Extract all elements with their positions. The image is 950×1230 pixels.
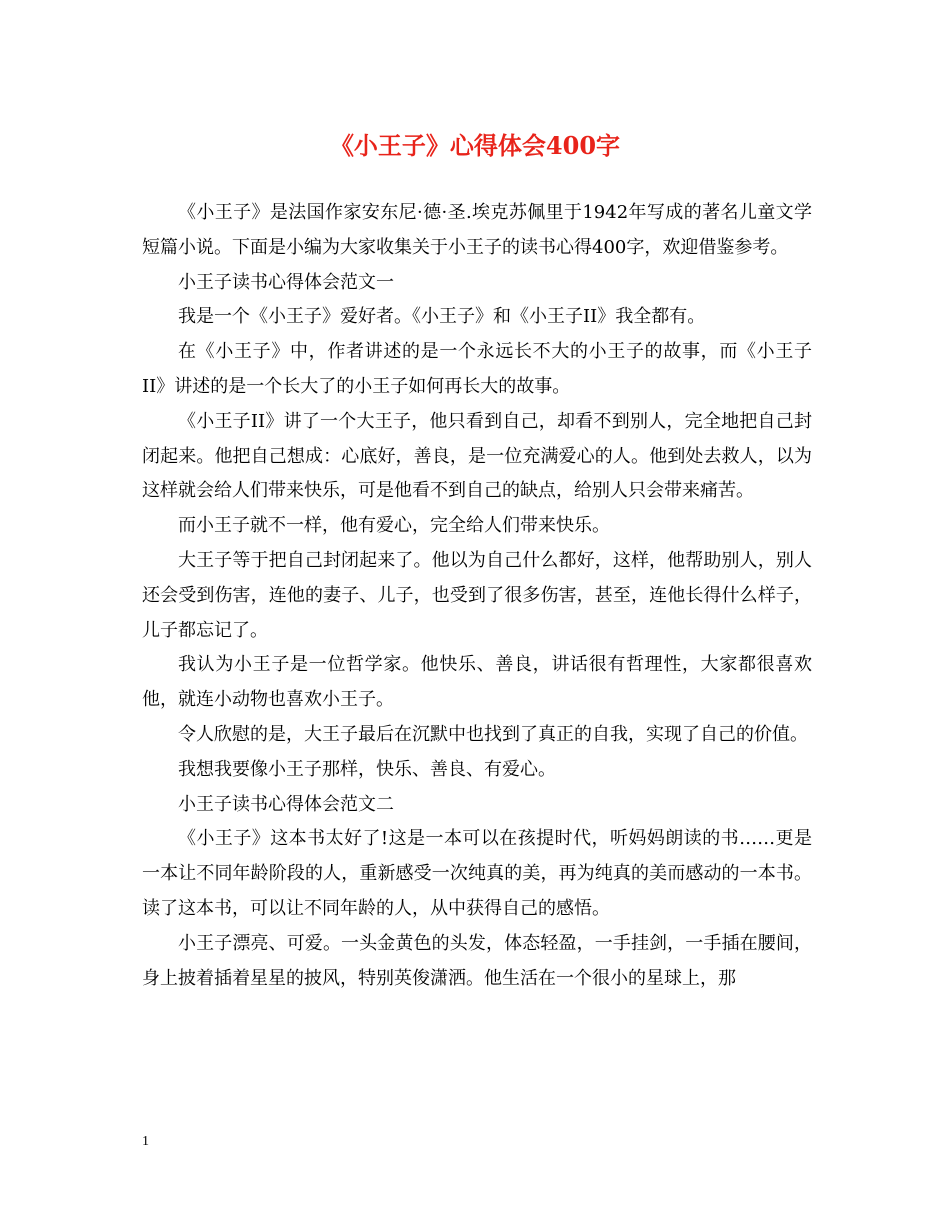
section-heading: 小王子读书心得体会范文一 (178, 271, 394, 293)
paragraph: 《小王子II》讲了一个大王子，他只看到自己，却看不到别人，完全地把自己封闭起来。他把自己想成：心底好，善良，是一位充满爱心的人。他到处去救人，以为这样就会给人们带来快乐，可是他看不到自己的缺点，给别人只会带来痛苦。 (142, 410, 812, 502)
document-body (142, 196, 812, 996)
paragraph: 我认为小王子是一位哲学家。他快乐、善良，讲话很有哲理性，大家都很喜欢他，就连小动物也喜欢小王子。 (142, 654, 812, 711)
paragraph: 小王子漂亮、可爱。一头金黄色的头发，体态轻盈，一手挂剑，一手插在腰间，身上披着插着星星的披风，特别英俊潇洒。他生活在一个很小的星球上，那 (142, 932, 812, 989)
paragraph: 令人欣慰的是，大王子最后在沉默中也找到了真正的自我，实现了自己的价值。 (178, 723, 808, 745)
paragraph: 而小王子就不一样，他有爱心，完全给人们带来快乐。 (178, 515, 610, 537)
page-number: 1 (142, 1134, 149, 1149)
section-heading: 小王子读书心得体会范文二 (178, 793, 394, 815)
paragraph: 《小王子》这本书太好了!这是一本可以在孩提时代，听妈妈朗读的书……更是一本让不同年龄阶段的人，重新感受一次纯真的美，再为纯真的美而感动的一本书。读了这本书，可以让不同年龄的人，从中获得自己的感悟。 (142, 828, 812, 919)
paragraph: 在《小王子》中，作者讲述的是一个永远长不大的小王子的故事，而《小王子II》讲述的是一个长大了的小王子如何再长大的故事。 (142, 341, 812, 397)
paragraph: 《小王子》是法国作家安东尼·德·圣.埃克苏佩里于1942年写成的著名儿童文学短篇小说。下面是小编为大家收集关于小王子的读书心得400字，欢迎借鉴参考。 (142, 202, 812, 258)
paragraph: 大王子等于把自己封闭起来了。他以为自己什么都好，这样，他帮助别人，别人还会受到伤害，连他的妻子、儿子，也受到了很多伤害，甚至，连他长得什么样子，儿子都忘记了。 (142, 549, 812, 641)
document-title: 《小王子》心得体会400字 (329, 131, 621, 160)
paragraph: 我想我要像小王子那样，快乐、善良、有爱心。 (178, 758, 556, 780)
paragraph: 我是一个《小王子》爱好者。《小王子》和《小王子II》我全都有。 (178, 306, 706, 328)
